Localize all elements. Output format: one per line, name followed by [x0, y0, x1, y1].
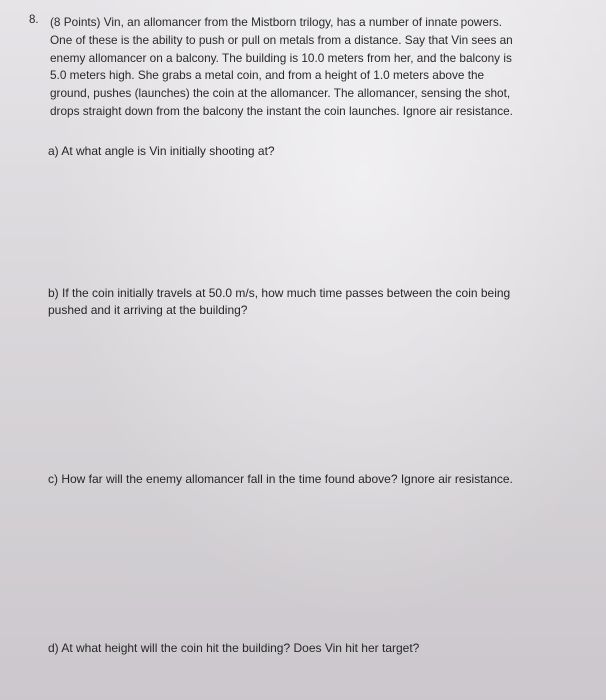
intro-line: One of these is the ability to push or pull on metals from a distance. Say that Vin sees an — [50, 32, 513, 47]
intro-line: enemy allomancer on a balcony. The building is 10.0 meters from her, and the balcony is — [50, 50, 512, 65]
part-c — [48, 471, 513, 488]
part-b-text: pushed and it arriving at the building? — [48, 303, 248, 317]
part-d — [48, 640, 419, 657]
intro-line: 5.0 meters high. She grabs a metal coin, and from a height of 1.0 meters above the — [50, 68, 485, 83]
question-intro — [50, 14, 580, 121]
question-number: 8. — [29, 14, 39, 26]
part-b — [48, 285, 510, 319]
part-a-text: a) At what angle is Vin initially shooting at? — [48, 144, 275, 158]
part-a — [48, 143, 275, 160]
part-c-text: c) How far will the enemy allomancer fall in the time found above? Ignore air resistance. — [48, 472, 513, 486]
intro-line: ground, pushes (launches) the coin at the allomancer. The allomancer, sensing the shot, — [50, 86, 511, 101]
intro-line: (8 Points) Vin, an allomancer from the Mistborn trilogy, has a number of innate powers. — [50, 15, 502, 29]
intro-line: drops straight down from the balcony the instant the coin launches. Ignore air resistance. — [50, 103, 513, 118]
part-d-text: d) At what height will the coin hit the building? Does Vin hit her target? — [48, 641, 420, 655]
part-b-text: b) If the coin initially travels at 50.0 m/s, how much time passes between the coin being — [48, 286, 511, 300]
